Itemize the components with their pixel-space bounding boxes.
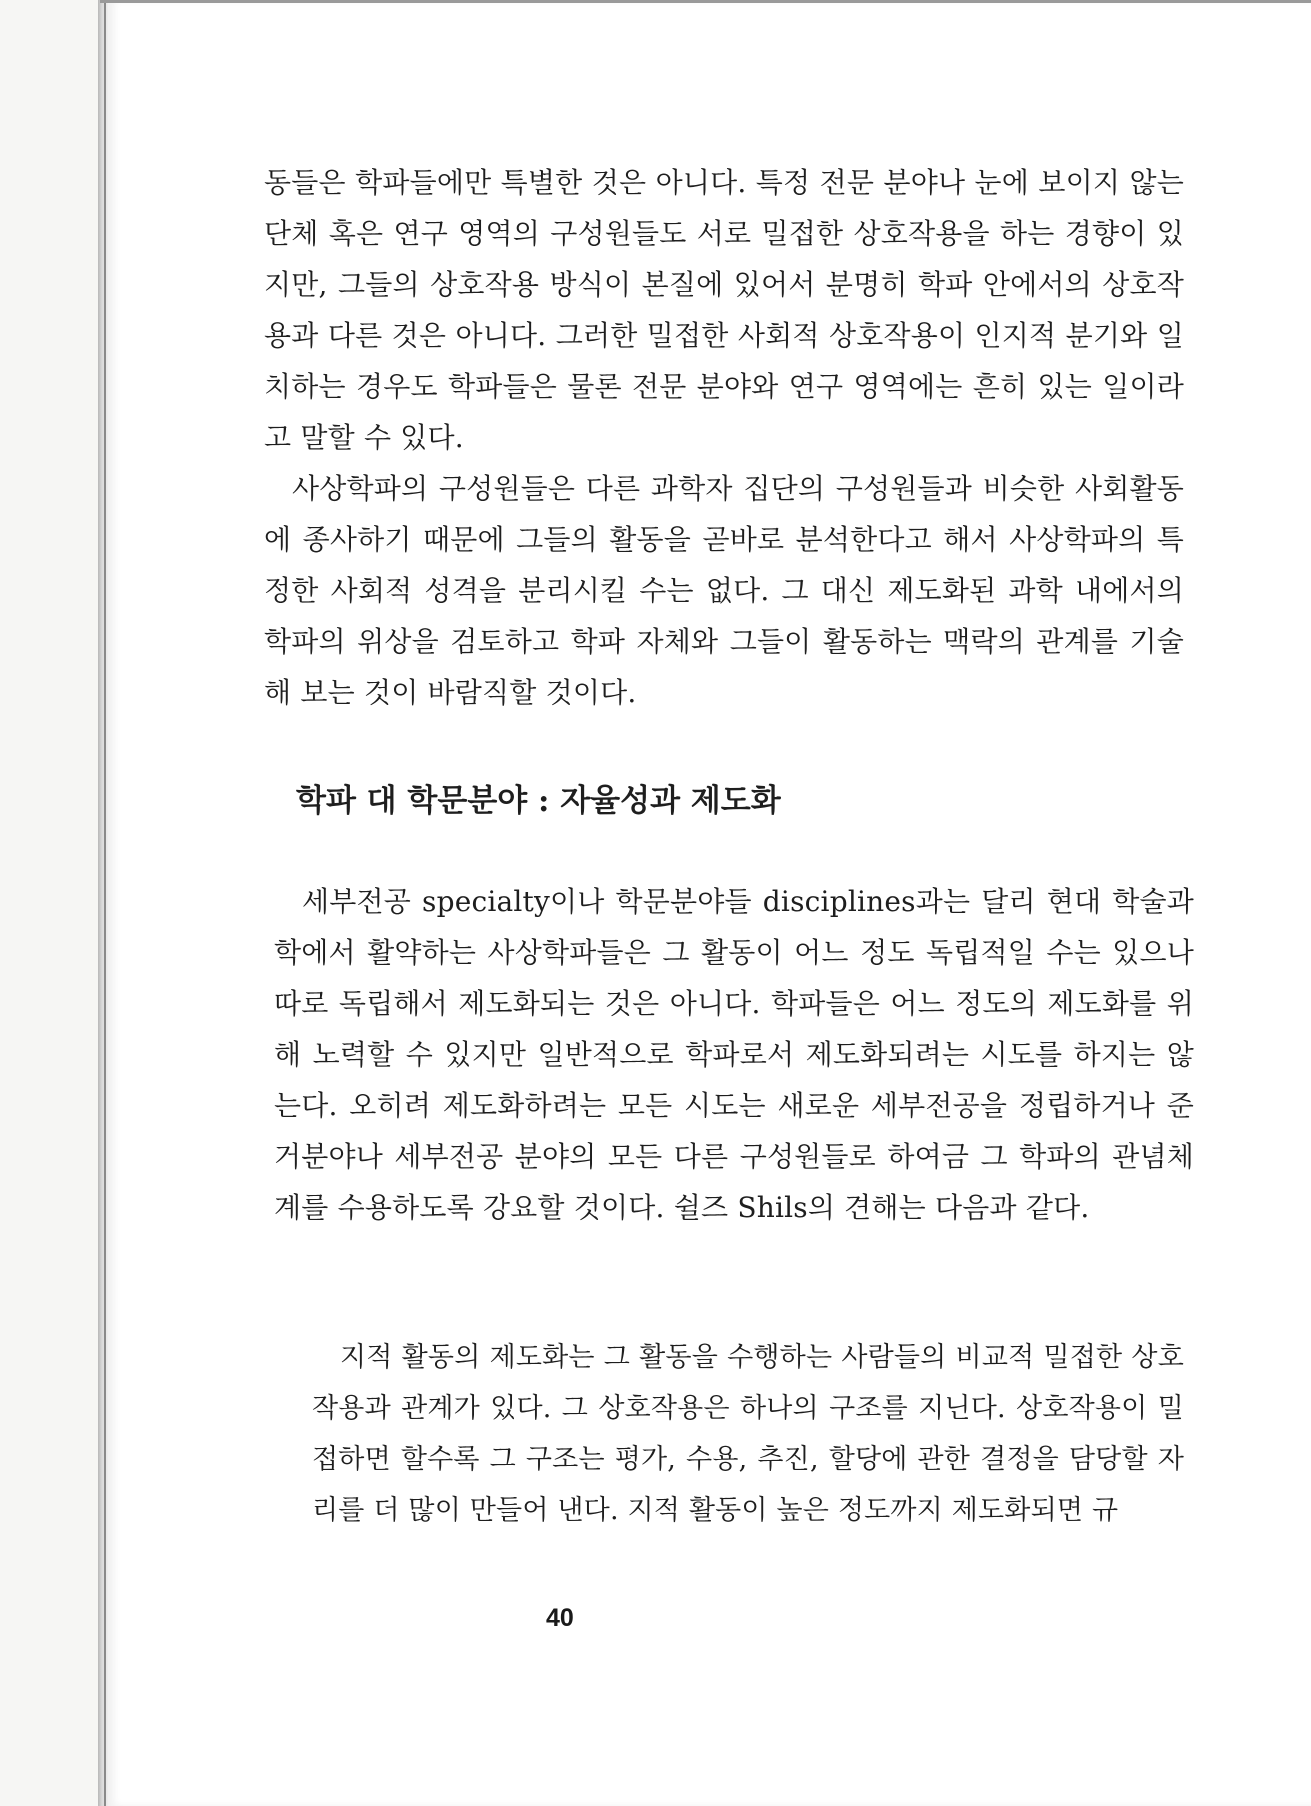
- block-quote-shils: 지적 활동의 제도화는 그 활동을 수행하는 사람들의 비교적 밀접한 상호작용과 관계가 있다. 그 상호작용은 하나의 구조를 지닌다. 상호작용이 밀접하면 할수록 그 구조는 평가, 수용, 추진, 할당에 관한 결정을 담당할 자리를 더 많이 만들어 낸다. 지적 활동이 높은 정도까지 제도화되면 규: [312, 1342, 1184, 1526]
- page-top-border: [100, 0, 1311, 3]
- paragraph-schools-social-activity: 사상학파의 구성원들은 다른 과학자 집단의 구성원들과 비슷한 사회활동에 종사하기 때문에 그들의 활동을 곧바로 분석한다고 해서 사상학파의 특정한 사회적 성격을 분리시킬 수는 없다. 그 대신 제도화된 과학 내에서의 학파의 위상을 검토하고 학파 자체와 그들이 활동하는 맥락의 관계를 기술해 보는 것이 바람직할 것이다.: [264, 472, 1184, 709]
- book-binding-edge: [98, 0, 108, 1806]
- binding-line: [104, 0, 106, 1806]
- paragraph-continuation: 동들은 학파들에만 특별한 것은 아니다. 특정 전문 분야나 눈에 보이지 않는 단체 혹은 연구 영역의 구성원들도 서로 밀접한 상호작용을 하는 경향이 있지만, 그들의 상호작용 방식이 본질에 있어서 분명히 학파 안에서의 상호작용과 다른 것은 아니다. 그러한 밀접한 사회적 상호작용이 인지적 분기와 일치하는 경우도 학파들은 물론 전문 분야와 연구 영역에는 흔히 있는 일이라고 말할 수 있다.: [264, 166, 1184, 454]
- page-number: 40: [546, 1604, 574, 1632]
- section-heading: 학파 대 학문분야 : 자율성과 제도화: [296, 783, 781, 819]
- paragraph-institutionalization: 세부전공 specialty이나 학문분야들 disciplines과는 달리 현대 학술과학에서 활약하는 사상학파들은 그 활동이 어느 정도 독립적일 수는 있으나 따로 독립해서 제도화되는 것은 아니다. 학파들은 어느 정도의 제도화를 위해 노력할 수 있지만 일반적으로 학파로서 제도화되려는 시도를 하지는 않는다. 오히려 제도화하려는 모든 시도는 새로운 세부전공을 정립하거나 준거분야나 세부전공 분야의 모든 다른 구성원들로 하여금 그 학파의 관념체계를 수용하도록 강요할 것이다. 쉴즈 Shils의 견해는 다음과 같다.: [274, 885, 1194, 1224]
